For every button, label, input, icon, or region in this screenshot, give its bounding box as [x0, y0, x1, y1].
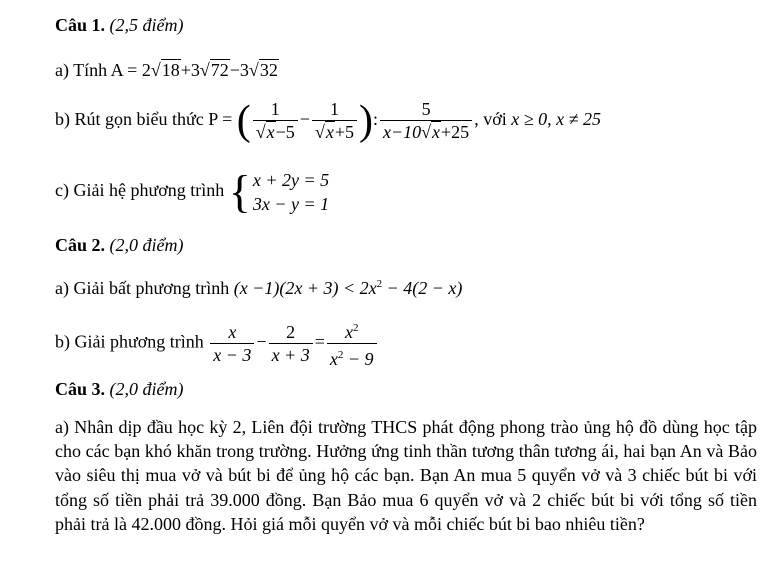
q1b-condition-word: , với: [474, 109, 507, 129]
q1b-label: b) Rút gọn biểu thức P =: [55, 109, 233, 129]
right-paren: ): [358, 97, 373, 144]
q1b-fraction-2: $\frac{1}{√x+5}$: [312, 99, 357, 142]
q1b-fraction-3: $\frac{5}{x-10√x+25}$: [380, 99, 472, 142]
q1b-minus: −: [299, 109, 310, 129]
q1a-coef1: 2: [141, 60, 151, 80]
q3-heading: [55, 378, 184, 400]
q2-points: (2,0 điểm): [109, 235, 184, 255]
q2b-fraction-1: $\frac{x}{x - 3}$: [210, 322, 254, 365]
q1a-expression: [142, 60, 279, 80]
sqrt-18: √18: [150, 60, 180, 80]
q2b-equals: =: [314, 331, 325, 352]
q2a-inequality: $(x -1)(2x + 3) < 2x^2 - 4(2 - x)$: [233, 278, 463, 298]
q1b-fraction-1: $\frac{1}{√x-5}$: [253, 99, 298, 142]
q1c-line: [55, 163, 329, 217]
q1a-label: a) Tính A =: [55, 60, 138, 80]
q3-points: (2,0 điểm): [109, 379, 184, 399]
q2a-label: a) Giải bất phương trình: [55, 278, 230, 298]
q2b-fraction-3: $\frac{x^2}{x^2 - 9}$: [327, 318, 377, 369]
equation-system: [228, 165, 330, 217]
q1-title: Câu 1.: [55, 15, 106, 35]
q1b-line: [55, 96, 601, 142]
q1c-label: c) Giải hệ phương trình: [55, 180, 225, 200]
q2b-fraction-2: $\frac{2}{x + 3}$: [269, 322, 313, 365]
q1b-colon: :: [372, 109, 378, 129]
q1-heading: [55, 14, 184, 36]
q2-heading: [55, 234, 184, 256]
q1a-op1: +3: [180, 60, 200, 80]
q2-title: Câu 2.: [55, 235, 106, 255]
q1a-line: [55, 59, 279, 81]
q2b-line: [55, 318, 379, 369]
sqrt-72: √72: [199, 60, 229, 80]
q3a-paragraph: a) Nhân dịp đầu học kỳ 2, Liên đội trường THCS phát động phong trào ủng hộ đồ dùng học tập cho các bạn khó khăn trong trường. Hưởng ứng tinh thần tương thân tương ái, hai bạn An và Bảo vào siêu thị mua vở và bút bi để ủng hộ các bạn. Bạn An mua 5 quyển vở và 3 chiếc bút bi với tổng số tiền phải trả 39.000 đồng. Bạn Bảo mua 6 quyển vở và 2 chiếc bút bi với tổng số tiền phải trả là 42.000 đồng. Hỏi giá mỗi quyển vở và mỗi chiếc bút bi bao nhiêu tiền?: [55, 417, 757, 534]
equation-2: 3x − y = 1: [252, 193, 330, 214]
q2b-minus: −: [256, 331, 267, 352]
q1a-op2: −3: [229, 60, 249, 80]
q2b-label: b) Giải phương trình: [55, 331, 204, 352]
q3-title: Câu 3.: [55, 379, 106, 399]
brace-icon: {: [228, 165, 251, 217]
q2a-line: [55, 273, 462, 299]
equation-1: x + 2y = 5: [252, 169, 330, 190]
sqrt-32: √32: [248, 60, 278, 80]
q1b-condition: x ≥ 0, x ≠ 25: [511, 109, 601, 129]
left-paren: (: [236, 97, 251, 144]
q1-points: (2,5 điểm): [109, 15, 184, 35]
